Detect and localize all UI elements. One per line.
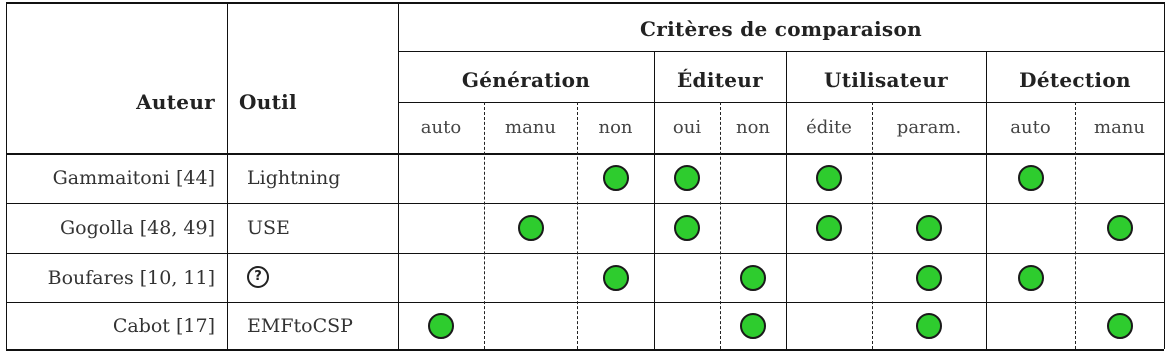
rule-horizontal [6, 153, 1164, 155]
criteria-mark-dot [816, 215, 842, 241]
rule-vertical [398, 2, 400, 349]
subheader-auto: auto [420, 117, 462, 138]
cell-outil: USE [247, 217, 290, 239]
cell-auteur: Cabot [17] [112, 314, 215, 337]
rule-vertical [986, 51, 988, 349]
criteria-mark-dot [1018, 265, 1044, 291]
rule-horizontal [6, 2, 1164, 4]
rule-vertical [1164, 2, 1166, 349]
criteria-mark-dot [816, 165, 842, 191]
criteria-mark-dot [603, 165, 629, 191]
criteria-mark-dot [1107, 215, 1133, 241]
rule-horizontal [398, 102, 1164, 104]
header-outil: Outil [239, 90, 297, 114]
group-header: Détection [1019, 68, 1131, 92]
criteria-mark-dot [518, 215, 544, 241]
subheader-non: non [735, 117, 771, 138]
criteria-mark-dot [603, 265, 629, 291]
criteria-mark-dot [1107, 313, 1133, 339]
criteria-mark-dot [740, 265, 766, 291]
question-circle-icon: ? [247, 266, 269, 288]
rule-dashed [1075, 102, 1076, 349]
subheader-manu: manu [1094, 117, 1145, 138]
subheader-auto: auto [1010, 117, 1051, 138]
rule-horizontal [6, 203, 1164, 205]
rule-vertical [786, 51, 788, 349]
group-header: Génération [461, 68, 591, 92]
subheader-non: non [598, 117, 633, 138]
group-header: Utilisateur [823, 68, 949, 92]
rule-horizontal [6, 349, 1164, 351]
subheader-param: param. [896, 117, 962, 138]
criteria-mark-dot [916, 313, 942, 339]
group-header: Éditeur [677, 68, 763, 92]
cell-auteur: Gammaitoni [44] [52, 167, 215, 189]
subheader-édite: édite [806, 117, 852, 138]
rule-vertical [654, 51, 656, 349]
criteria-mark-dot [916, 215, 942, 241]
cell-outil: Lightning [247, 167, 341, 189]
header-criteria: Critères de comparaison [640, 17, 922, 41]
subheader-oui: oui [672, 117, 702, 138]
cell-auteur: Boufares [10, 11] [47, 266, 215, 289]
cell-outil: EMFtoCSP [247, 314, 353, 337]
criteria-mark-dot [1018, 165, 1044, 191]
rule-horizontal [6, 302, 1164, 304]
rule-horizontal [6, 253, 1164, 255]
subheader-manu: manu [505, 117, 556, 138]
rule-horizontal [398, 51, 1164, 53]
rule-dashed [484, 102, 485, 349]
cell-auteur: Gogolla [48, 49] [60, 217, 215, 239]
criteria-mark-dot [428, 313, 454, 339]
rule-dashed [577, 102, 578, 349]
criteria-mark-dot [674, 165, 700, 191]
criteria-mark-dot [916, 265, 942, 291]
rule-vertical [227, 2, 229, 349]
rule-dashed [720, 102, 721, 349]
criteria-mark-dot [740, 313, 766, 339]
rule-dashed [872, 102, 873, 349]
criteria-mark-dot [674, 215, 700, 241]
header-auteur: Auteur [136, 90, 215, 114]
